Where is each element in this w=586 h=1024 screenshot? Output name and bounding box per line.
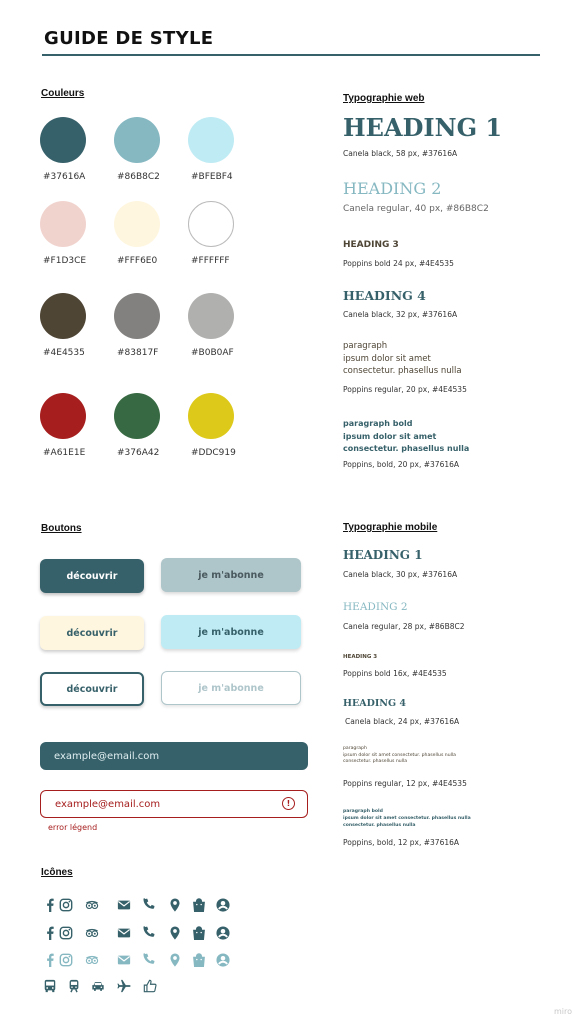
mobile-paragraph-caption: Poppins regular, 12 px, #4E4535: [343, 779, 467, 788]
web-paragraph-line: ipsum dolor sit amet: [343, 353, 431, 364]
phone-icon: [141, 897, 157, 913]
thumbs-up-icon: [142, 978, 158, 994]
color-swatch-label: #F1D3CE: [43, 256, 87, 266]
discover-button-outline[interactable]: découvrir: [40, 672, 144, 706]
instagram-icon: [58, 897, 74, 913]
web-paragraph-bold-line: paragraph bold: [343, 419, 413, 428]
mail-icon: [116, 897, 132, 913]
mobile-heading-3: HEADING 3: [343, 654, 378, 660]
web-paragraph-line: paragraph: [343, 341, 388, 351]
color-swatch: [40, 293, 86, 339]
web-paragraph-sample: [343, 340, 462, 378]
subscribe-button-muted[interactable]: je m'abonne: [161, 558, 301, 592]
location-pin-icon: [167, 897, 183, 913]
tripadvisor-icon: [82, 925, 102, 941]
user-icon: [215, 925, 231, 941]
icons-section-title: Icônes: [41, 867, 73, 878]
phone-icon: [141, 952, 157, 968]
color-swatch: [40, 117, 86, 163]
title-divider: [42, 54, 540, 56]
color-swatch: [40, 201, 86, 247]
color-swatch: [188, 293, 234, 339]
mobile-paragraph-line: consectetur. phasellus nulla: [343, 759, 408, 764]
email-field-filled[interactable]: [40, 742, 308, 770]
instagram-icon: [58, 925, 74, 941]
color-swatch-label: #FFF6E0: [117, 256, 158, 266]
mobile-heading-4: HEADING 4: [343, 698, 406, 709]
web-heading-2-caption: Canela regular, 40 px, #86B8C2: [343, 204, 489, 214]
web-heading-3-caption: Poppins bold 24 px, #4E4535: [343, 259, 454, 268]
web-heading-3: HEADING 3: [343, 240, 399, 250]
facebook-icon: [42, 952, 58, 968]
color-swatch-label: #B0B0AF: [191, 348, 234, 358]
color-swatch: [114, 293, 160, 339]
tripadvisor-icon: [82, 952, 102, 968]
user-icon: [215, 897, 231, 913]
mail-icon: [116, 952, 132, 968]
train-icon: [66, 978, 82, 994]
colors-section-title: Couleurs: [41, 88, 85, 99]
color-swatch-label: #86B8C2: [117, 172, 160, 182]
email-field-error[interactable]: [40, 790, 308, 818]
color-swatch: [114, 393, 160, 439]
location-pin-icon: [167, 952, 183, 968]
color-swatch-label: #376A42: [117, 448, 160, 458]
web-heading-1-caption: Canela black, 58 px, #37616A: [343, 149, 458, 158]
web-paragraph-line: consectetur. phasellus nulla: [343, 366, 462, 376]
web-heading-1: HEADING 1: [343, 113, 503, 142]
color-swatch: [40, 393, 86, 439]
web-paragraph-bold-caption: Poppins, bold, 20 px, #37616A: [343, 460, 460, 469]
color-swatch-label: #83817F: [117, 348, 159, 358]
color-swatch-label: #A61E1E: [43, 448, 86, 458]
phone-icon: [141, 925, 157, 941]
tripadvisor-icon: [82, 897, 102, 913]
facebook-icon: [42, 897, 58, 913]
web-heading-2: HEADING 2: [343, 179, 442, 198]
plane-icon: [116, 978, 132, 994]
color-swatch-label: #37616A: [43, 172, 86, 182]
shopping-bag-icon: [191, 897, 207, 913]
mobile-paragraph-bold-line: consectetur. phasellus nulla: [343, 823, 416, 828]
color-swatch-label: #BFEBF4: [191, 172, 233, 182]
mobile-heading-1-caption: Canela black, 30 px, #37616A: [343, 570, 458, 579]
error-alert-icon: !: [282, 797, 295, 810]
web-heading-4: HEADING 4: [343, 288, 426, 303]
web-heading-4-caption: Canela black, 32 px, #37616A: [343, 310, 458, 319]
instagram-icon: [58, 952, 74, 968]
mail-icon: [116, 925, 132, 941]
mobile-paragraph-bold-sample: [343, 808, 471, 829]
web-paragraph-bold-line: ipsum dolor sit amet: [343, 431, 437, 441]
color-swatch-label: #4E4535: [43, 348, 85, 358]
color-swatch: [188, 393, 234, 439]
color-swatch: [188, 117, 234, 163]
web-paragraph-bold-line: consectetur. phasellus nulla: [343, 444, 470, 453]
web-paragraph-caption: Poppins regular, 20 px, #4E4535: [343, 385, 467, 394]
buttons-section-title: Boutons: [41, 523, 82, 534]
discover-button-primary[interactable]: découvrir: [40, 559, 144, 593]
mobile-heading-1: HEADING 1: [343, 548, 423, 562]
subscribe-button-outline-disabled[interactable]: je m'abonne: [161, 671, 301, 705]
mobile-heading-2: HEADING 2: [343, 601, 408, 613]
mobile-paragraph-sample: [343, 746, 456, 766]
web-paragraph-bold-sample: [343, 418, 469, 456]
subscribe-button-light-blue[interactable]: je m'abonne: [161, 615, 301, 649]
color-swatch: [114, 117, 160, 163]
user-icon: [215, 952, 231, 968]
shopping-bag-icon: [191, 952, 207, 968]
location-pin-icon: [167, 925, 183, 941]
error-legend: error légend: [48, 823, 98, 832]
color-swatch: [188, 201, 234, 247]
email-field-placeholder: example@email.com: [54, 750, 160, 762]
mobile-heading-2-caption: Canela regular, 28 px, #86B8C2: [343, 622, 465, 631]
shopping-bag-icon: [191, 925, 207, 941]
mobile-paragraph-line: ipsum dolor sit amet consectetur. phasellus nulla: [343, 752, 456, 758]
color-swatch: [114, 201, 160, 247]
color-swatch-label: #DDC919: [191, 448, 236, 458]
mobile-paragraph-bold-line: ipsum dolor sit amet consectetur. phasellus nulla: [343, 816, 471, 821]
color-swatch-label: #FFFFFF: [191, 256, 230, 266]
email-field-error-value: example@email.com: [55, 798, 161, 810]
miro-watermark: miro: [553, 1007, 572, 1016]
bus-icon: [42, 978, 58, 994]
mobile-paragraph-bold-caption: Poppins, bold, 12 px, #37616A: [343, 838, 460, 847]
mobile-paragraph-bold-line: paragraph bold: [343, 809, 383, 814]
page-title: GUIDE DE STYLE: [44, 28, 214, 49]
mobile-heading-4-caption: Canela black, 24 px, #37616A: [345, 717, 460, 726]
facebook-icon: [42, 925, 58, 941]
typo-web-section-title: Typographie web: [343, 93, 425, 104]
mobile-paragraph-line: paragraph: [343, 746, 367, 751]
typo-mobile-section-title: Typographie mobile: [343, 522, 438, 533]
mobile-heading-3-caption: Poppins bold 16x, #4E4535: [343, 669, 447, 678]
car-icon: [90, 978, 106, 994]
discover-button-cream[interactable]: découvrir: [40, 616, 144, 650]
